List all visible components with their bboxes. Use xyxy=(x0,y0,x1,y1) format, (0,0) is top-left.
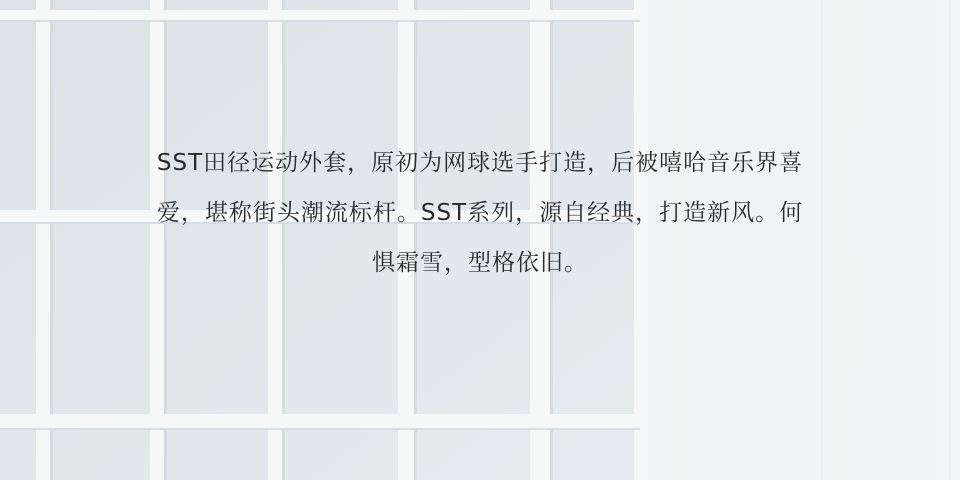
description-line: 惧霜雪，型格依旧。 xyxy=(372,250,588,276)
description-text xyxy=(100,138,860,288)
description-line: 爱，堪称街头潮流标杆。SST系列，源自经典，打造新风。何 xyxy=(156,200,804,226)
description-line: SST田径运动外套，原初为网球选手打造，后被嘻哈音乐界喜 xyxy=(156,150,804,176)
